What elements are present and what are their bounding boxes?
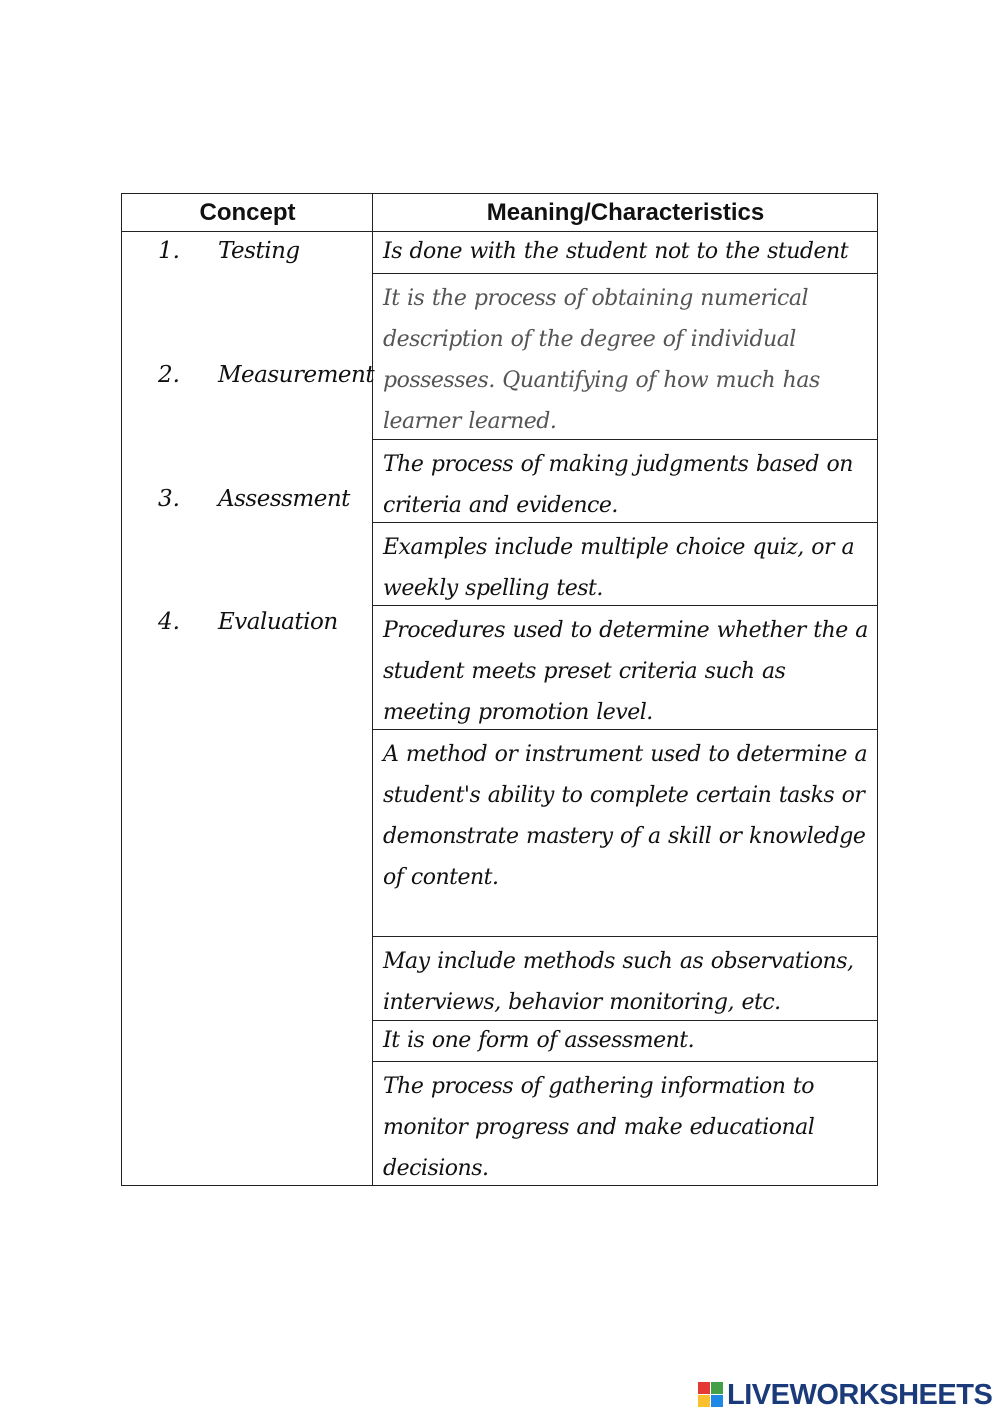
logo-text: LIVEWORKSHEETS (727, 1378, 993, 1411)
concept-number: 4. (158, 609, 180, 635)
logo-grid-icon (698, 1382, 724, 1408)
meaning-box-1[interactable]: Is done with the student not to the student (373, 232, 878, 274)
concept-name: Measurement (218, 362, 375, 388)
concept-number: 3. (158, 486, 180, 512)
header-meaning: Meaning/Characteristics (373, 194, 878, 232)
concept-table (121, 193, 878, 1186)
concept-assessment[interactable] (122, 480, 373, 520)
concept-name: Testing (218, 238, 300, 264)
meaning-box-6[interactable]: A method or instrument used to determine a student's ability to complete certain tasks or demonstrate mastery of a skill or knowledge of content. (373, 730, 878, 937)
meaning-box-2[interactable]: It is the process of obtaining numerical description of the degree of individual possesses. Quantifying of how much has learner learned. (373, 274, 878, 440)
meaning-box-7[interactable]: May include methods such as observations, interviews, behavior monitoring, etc. (373, 937, 878, 1021)
concept-name: Evaluation (218, 609, 338, 635)
concept-column (122, 194, 373, 1185)
meaning-box-9[interactable]: The process of gathering information to monitor progress and make educational decisions. (383, 1074, 815, 1181)
concept-testing[interactable] (122, 232, 373, 272)
header-concept: Concept (122, 194, 373, 232)
concept-name: Assessment (218, 486, 350, 512)
concept-number: 2. (158, 362, 180, 388)
meaning-box-8[interactable]: It is one form of assessment. (373, 1021, 878, 1062)
concept-number: 1. (158, 238, 180, 264)
meaning-box-3[interactable]: The process of making judgments based on criteria and evidence. (373, 440, 878, 523)
meaning-box-5[interactable]: Procedures used to determine whether the a student meets preset criteria such as meeting promotion level. (373, 606, 878, 730)
liveworksheets-logo (698, 1378, 992, 1412)
concept-measurement[interactable] (122, 356, 373, 396)
concept-evaluation[interactable] (122, 603, 373, 643)
meaning-box-4[interactable]: Examples include multiple choice quiz, or a weekly spelling test. (373, 523, 878, 606)
